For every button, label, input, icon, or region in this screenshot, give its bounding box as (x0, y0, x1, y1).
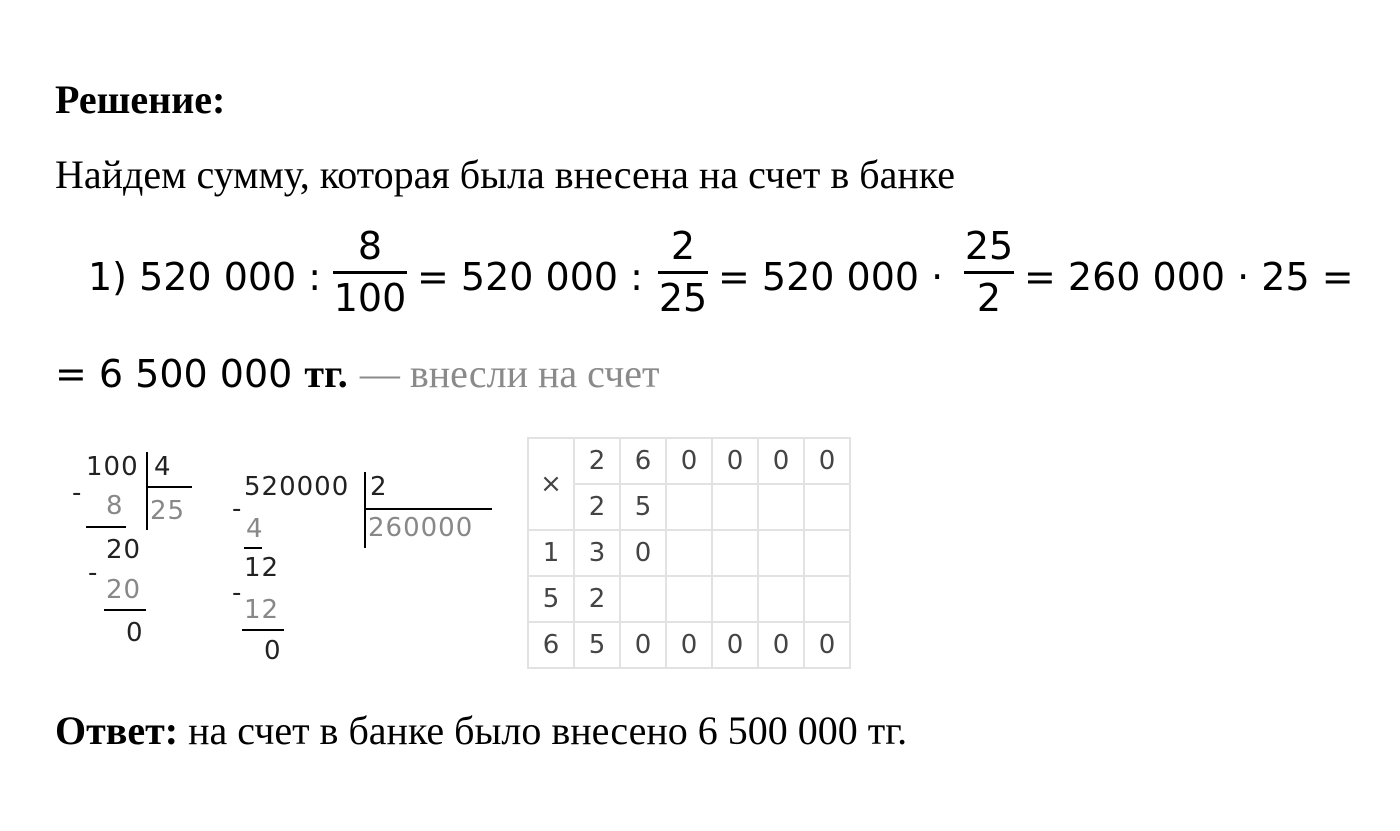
division-quotient-line (364, 508, 492, 510)
table-cell (712, 530, 758, 576)
table-cell (804, 576, 850, 622)
table-cell (666, 576, 712, 622)
fraction-25-2 (964, 224, 1014, 320)
fraction-numerator: 8 (357, 224, 383, 268)
table-row (528, 576, 850, 622)
fraction-denominator: 100 (333, 276, 407, 320)
equation-part-2: = 520 000 : (417, 255, 643, 299)
fraction-2-25 (658, 224, 708, 320)
heading: Решение: (55, 77, 226, 122)
minus-sign: - (232, 578, 243, 608)
division-remainder-1: 20 (106, 535, 142, 565)
table-cell: 0 (620, 530, 666, 576)
table-cell: 0 (620, 622, 666, 668)
intro-text: Найдем сумму, которая была внесена на счет в банке (55, 152, 955, 197)
table-cell: 0 (758, 438, 804, 484)
equation-part-3: = 520 000 · (718, 255, 944, 299)
table-row (528, 622, 850, 668)
answer-label: Ответ: (55, 708, 179, 753)
table-cell: 0 (666, 438, 712, 484)
table-cell (758, 484, 804, 530)
table-cell: 2 (574, 576, 620, 622)
table-cell: 0 (712, 622, 758, 668)
minus-sign: - (88, 558, 99, 588)
answer-text: на счет в банке было внесено 6 500 000 тг. (178, 708, 908, 753)
table-row (528, 484, 850, 530)
table-cell (712, 576, 758, 622)
fraction-bar (658, 271, 708, 274)
minus-sign: - (72, 478, 83, 508)
table-cell (666, 530, 712, 576)
table-cell: 5 (528, 576, 574, 622)
table-row (528, 438, 850, 484)
result-note: — внесли на счет (359, 351, 660, 396)
fraction-8-100 (333, 224, 407, 320)
table-cell (758, 530, 804, 576)
division-divisor: 4 (154, 452, 172, 482)
division-underline (86, 526, 126, 528)
table-cell (620, 576, 666, 622)
fraction-denominator: 25 (658, 276, 708, 320)
fraction-bar (964, 271, 1014, 274)
table-cell (758, 576, 804, 622)
table-cell: 5 (574, 622, 620, 668)
table-cell: 0 (804, 622, 850, 668)
division-step-2: 12 (244, 595, 280, 625)
fraction-numerator: 25 (964, 224, 1014, 268)
result-value: = 6 500 000 (55, 352, 293, 396)
table-cell: 6 (620, 438, 666, 484)
table-cell: 6 (528, 622, 574, 668)
division-remainder-1: 12 (244, 553, 280, 583)
table-cell (804, 484, 850, 530)
fraction-numerator: 2 (670, 224, 696, 268)
table-cell (804, 530, 850, 576)
table-cell: 5 (620, 484, 666, 530)
division-step-2: 20 (106, 575, 142, 605)
column-multiplication-table (527, 437, 851, 669)
table-cell: 2 (574, 438, 620, 484)
minus-sign: - (232, 494, 243, 524)
division-underline (242, 629, 284, 631)
table-cell: 1 (528, 530, 574, 576)
division-underline (104, 609, 146, 611)
table-cell: 0 (712, 438, 758, 484)
division-remainder-2: 0 (264, 636, 282, 666)
answer-line (55, 707, 907, 755)
division-dividend: 100 (86, 452, 139, 482)
division-quotient-line (146, 486, 192, 488)
equation-step-label: 1) 520 000 : (88, 255, 322, 299)
division-remainder-2: 0 (126, 618, 144, 648)
division-underline (244, 547, 262, 549)
division-vertical-line (146, 452, 148, 530)
division-step-1: 8 (106, 491, 124, 521)
division-divisor: 2 (370, 472, 388, 502)
table-cell: 0 (666, 622, 712, 668)
division-vertical-line (364, 472, 366, 548)
division-quotient: 260000 (368, 513, 474, 543)
table-cell (666, 484, 712, 530)
table-cell: 2 (574, 484, 620, 530)
division-quotient: 25 (150, 496, 186, 526)
division-step-1: 4 (246, 514, 264, 544)
table-cell: 3 (574, 530, 620, 576)
result-unit: тг. (304, 351, 348, 396)
table-cell (712, 484, 758, 530)
fraction-denominator: 2 (976, 276, 1002, 320)
multiply-sign-cell: × (528, 438, 574, 530)
table-cell: 0 (804, 438, 850, 484)
table-cell: 0 (758, 622, 804, 668)
table-row (528, 530, 850, 576)
equation-result (55, 350, 659, 397)
equation-part-4: = 260 000 · 25 = (1024, 255, 1354, 299)
division-dividend: 520000 (244, 472, 350, 502)
fraction-bar (333, 271, 407, 274)
